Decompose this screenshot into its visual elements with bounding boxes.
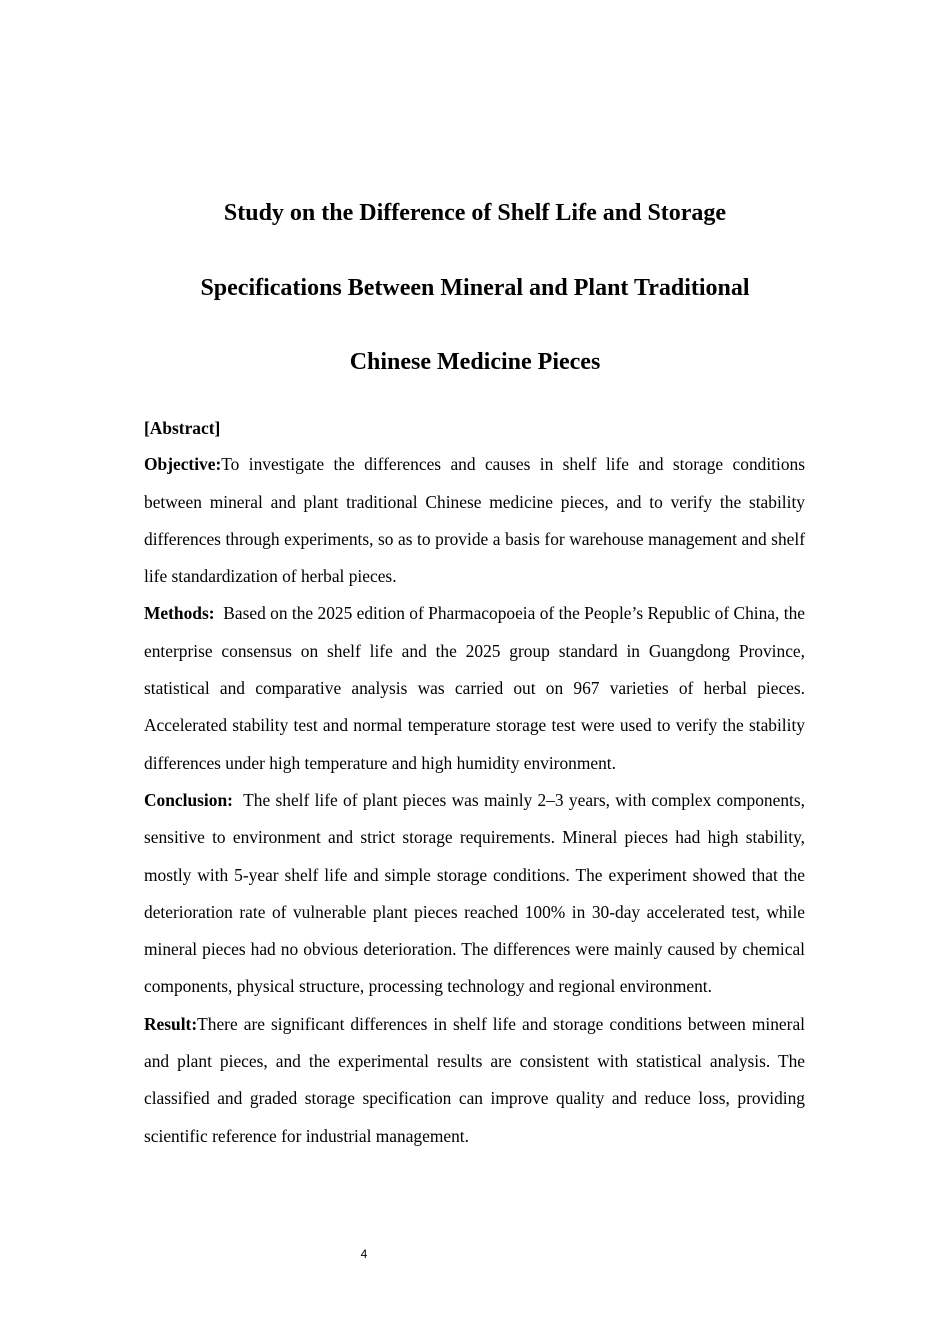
conclusion-label: Conclusion:	[144, 789, 233, 810]
methods-text: Based on the 2025 edition of Pharmacopoeia of the People’s Republic of China, the enterprise consensus on shelf life and the 2025 group standard in Guangdong Province, statistical and comparative analysis was carried out on 967 varieties of herbal pieces. Accelerated stability test and normal temperature storage test were used to verify the stability differences under high temperature and high humidity environment.	[144, 603, 805, 773]
page-number: 4	[360, 1247, 368, 1261]
methods-label: Methods:	[144, 603, 215, 624]
objective-paragraph	[144, 446, 805, 595]
objective-text: To investigate the differences and causes in shelf life and storage conditions between mineral and plant traditional Chinese medicine pieces, and to verify the stability differences through experiments, so as to provide a basis for warehouse management and shelf life standardization of herbal pieces.	[144, 454, 805, 587]
methods-paragraph	[144, 595, 805, 781]
abstract-section	[144, 410, 805, 1155]
result-paragraph	[144, 1006, 805, 1155]
conclusion-paragraph	[144, 782, 805, 1006]
result-label: Result:	[144, 1013, 198, 1034]
title-line-1: Study on the Difference of Shelf Life and Storage	[223, 200, 727, 226]
conclusion-text: The shelf life of plant pieces was mainly 2–3 years, with complex components, sensitive to environment and strict storage requirements. Mineral pieces had high stability, mostly with 5-year shelf life and simple storage conditions. The experiment showed that the deterioration rate of vulnerable plant pieces reached 100% in 30-day accelerated test, while mineral pieces had no obvious deterioration. The differences were mainly caused by chemical components, physical structure, processing technology and regional environment.	[144, 789, 805, 997]
paper-title	[100, 176, 850, 400]
title-line-2: Specifications Between Mineral and Plant Traditional	[200, 274, 750, 301]
abstract-heading: [Abstract]	[144, 418, 221, 438]
result-text: There are significant differences in shelf life and storage conditions between mineral and plant pieces, and the experimental results are consistent with statistical analysis. The classified and graded storage specification can improve quality and reduce loss, providing scientific reference for industrial management.	[144, 1013, 805, 1146]
objective-label: Objective:	[144, 454, 222, 475]
title-line-3: Chinese Medicine Pieces	[349, 349, 601, 375]
